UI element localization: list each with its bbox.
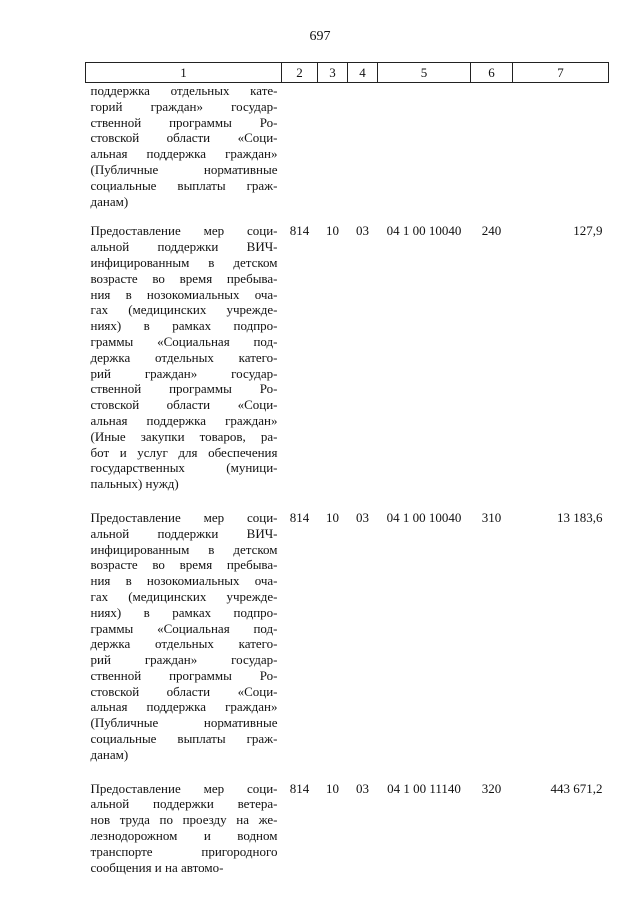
row-expense-type: 320	[481, 780, 502, 796]
row-expense-type: 240	[481, 223, 502, 239]
row-section: 10	[326, 780, 339, 796]
description-line: гах (медицинских учрежде-	[90, 588, 278, 604]
description-line: сообщения и на автомо-	[90, 859, 224, 875]
table-row	[86, 209, 609, 492]
description-line: инфицированным в детском	[90, 541, 278, 557]
budget-table	[85, 62, 609, 875]
row-target-article: 04 1 00 10040	[386, 509, 462, 525]
description-line: ниях) в рамках подпро-	[90, 604, 278, 620]
description-line: пальных) нужд)	[90, 476, 179, 492]
row-ministry-code: 814	[289, 509, 310, 525]
description-line: рий граждан» государ-	[90, 365, 278, 381]
row-target-article: 04 1 00 11140	[387, 780, 461, 796]
description-line: социальные выплаты граж-	[90, 177, 278, 193]
row-ministry-code	[282, 83, 318, 210]
description-line: альной поддержки ВИЧ-	[90, 239, 278, 255]
description-line: Предоставление мер соци-	[90, 509, 278, 525]
description-line: лезнодорожном и водном	[90, 828, 278, 844]
row-amount	[513, 83, 609, 210]
table-header-row	[86, 63, 609, 83]
row-subsection: 03	[356, 509, 369, 525]
row-subsection: 03	[356, 223, 369, 239]
description-line: данам)	[90, 746, 129, 762]
description-line: бот и услуг для обеспечения	[90, 444, 278, 460]
description-line: рий граждан» государ-	[90, 652, 278, 668]
description-line: Предоставление мер соци-	[90, 223, 278, 239]
table-row	[86, 83, 609, 210]
table-body	[86, 83, 609, 876]
row-ministry-code: 814	[289, 780, 310, 796]
row-description	[86, 492, 282, 763]
description-line: ственной программы Ро-	[90, 114, 278, 130]
row-subsection	[348, 83, 378, 210]
description-line: альной поддержки ВИЧ-	[90, 525, 278, 541]
description-line: (Иные закупки товаров, ра-	[90, 428, 278, 444]
column-header-4: 4	[348, 63, 378, 83]
page-number: 697	[309, 29, 331, 44]
row-description	[86, 763, 282, 876]
description-line: ния в нозокомиальных оча-	[90, 573, 278, 589]
description-line: держка отдельных катего-	[90, 636, 278, 652]
row-ministry-code: 814	[289, 223, 310, 239]
column-header-5: 5	[378, 63, 471, 83]
row-amount: 127,9	[573, 223, 603, 239]
row-target-article: 04 1 00 10040	[386, 223, 462, 239]
description-line: (Публичные нормативные	[90, 715, 278, 731]
table-row	[86, 763, 609, 876]
row-description	[86, 209, 282, 492]
description-line: граммы «Социальная под-	[90, 620, 278, 636]
row-amount: 443 671,2	[550, 780, 603, 796]
description-line: альная поддержка граждан»	[90, 699, 278, 715]
description-line: ниях) в рамках подпро-	[90, 318, 278, 334]
column-header-2: 2	[282, 63, 318, 83]
row-section: 10	[326, 509, 339, 525]
description-line: стовской области «Соци-	[90, 397, 278, 413]
description-line: данам)	[90, 193, 129, 209]
description-line: гах (медицинских учрежде-	[90, 302, 278, 318]
description-line: альная поддержка граждан»	[90, 412, 278, 428]
column-header-6: 6	[471, 63, 513, 83]
column-header-1: 1	[86, 63, 282, 83]
row-target-article	[378, 83, 471, 210]
row-amount: 13 183,6	[557, 509, 603, 525]
description-line: ния в нозокомиальных оча-	[90, 286, 278, 302]
description-line: возрасте во время пребыва-	[90, 270, 278, 286]
row-description	[86, 83, 282, 210]
description-line: инфицированным в детском	[90, 254, 278, 270]
description-line: стовской области «Соци-	[90, 130, 278, 146]
description-line: государственных (муници-	[90, 460, 278, 476]
description-line: транспорте пригородного	[90, 843, 278, 859]
description-line: стовской области «Соци-	[90, 683, 278, 699]
description-line: ственной программы Ро-	[90, 667, 278, 683]
description-line: поддержка отдельных кате-	[90, 83, 278, 98]
row-expense-type	[471, 83, 513, 210]
description-line: граммы «Социальная под-	[90, 333, 278, 349]
row-section: 10	[326, 223, 339, 239]
description-line: альной поддержки ветера-	[90, 796, 278, 812]
description-line: горий граждан» государ-	[90, 98, 278, 114]
description-line: социальные выплаты граж-	[90, 731, 278, 747]
column-header-7: 7	[513, 63, 609, 83]
row-subsection: 03	[356, 780, 369, 796]
description-line: (Публичные нормативные	[90, 161, 278, 177]
description-line: альная поддержка граждан»	[90, 146, 278, 162]
description-line: Предоставление мер соци-	[90, 780, 278, 796]
description-line: нов труда по проезду на же-	[90, 812, 278, 828]
row-expense-type: 310	[481, 509, 502, 525]
column-header-3: 3	[318, 63, 348, 83]
description-line: возрасте во время пребыва-	[90, 557, 278, 573]
row-section	[318, 83, 348, 210]
table-row	[86, 492, 609, 763]
description-line: держка отдельных катего-	[90, 349, 278, 365]
description-line: ственной программы Ро-	[90, 381, 278, 397]
